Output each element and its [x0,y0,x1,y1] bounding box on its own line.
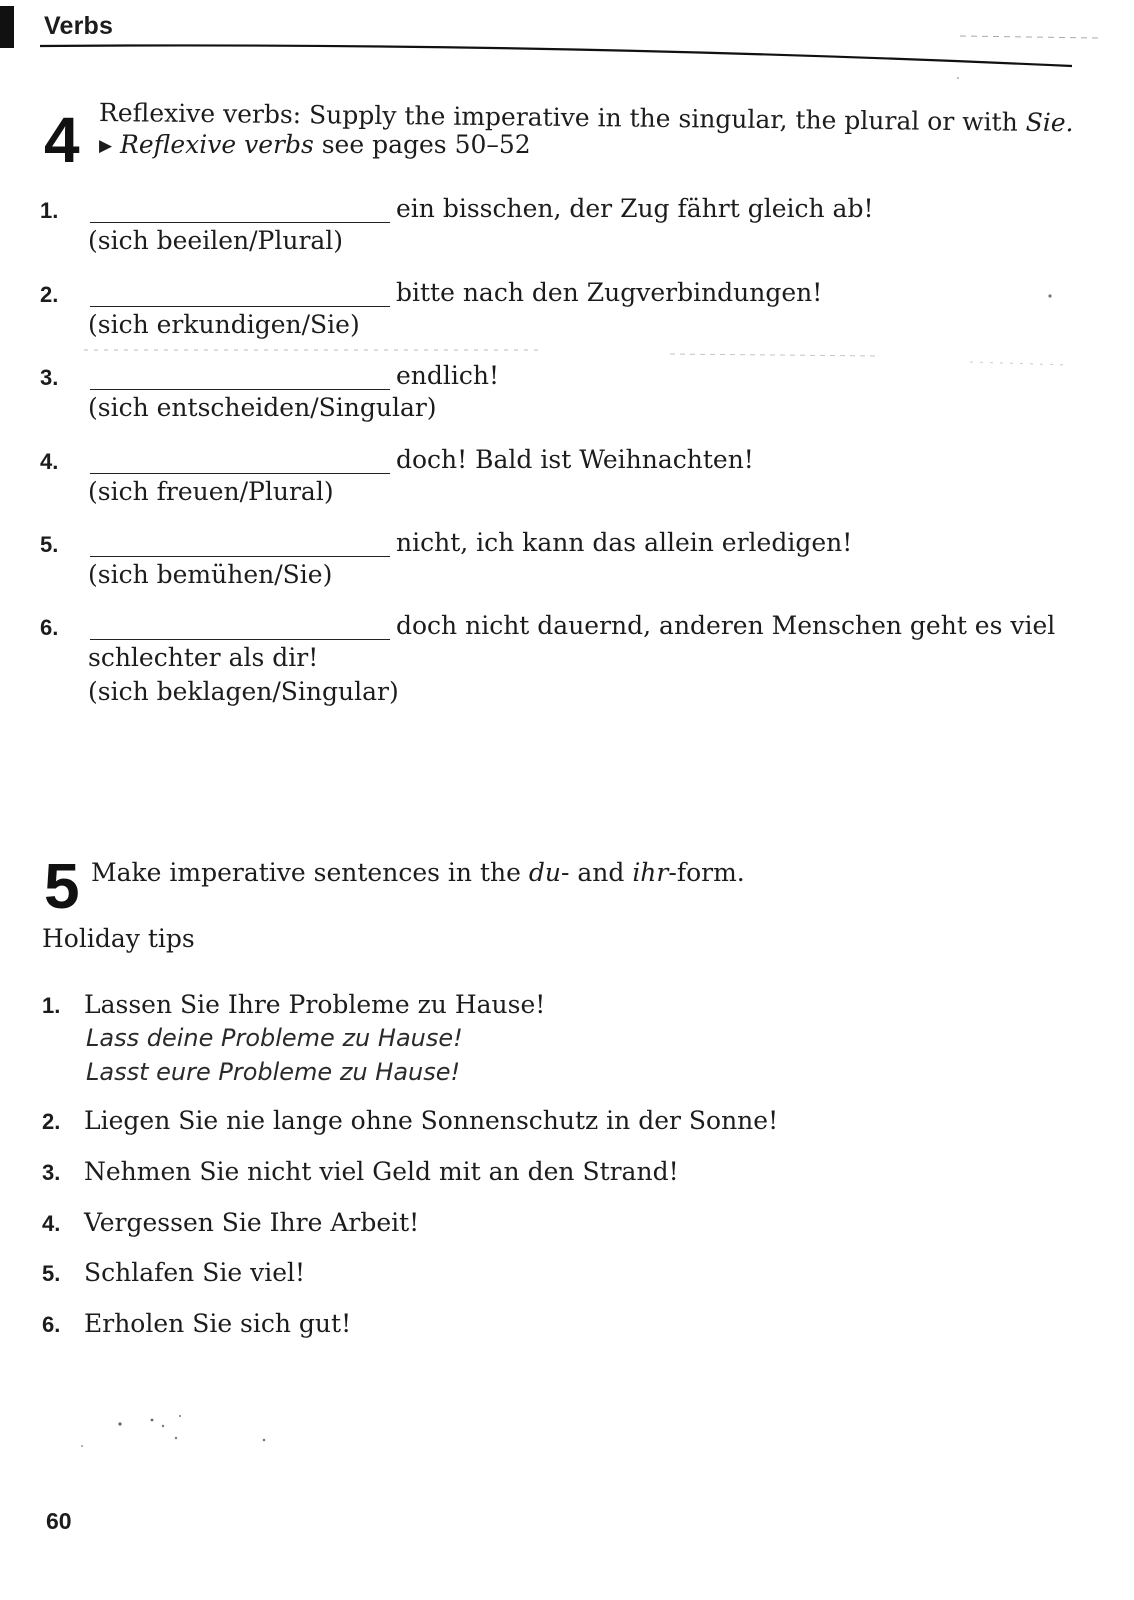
exercise-4-number: 4 [44,104,80,176]
answer-blank[interactable] [90,306,390,307]
exercise-4-instruction: Reflexive verbs: Supply the imperative in the singular, the plural or with Sie. [98,98,1074,138]
chapter-title: Verbs [44,12,114,40]
exercise-5-item: 3. Nehmen Sie nicht viel Geld mit an den Strand! [42,1157,679,1186]
answer-blank[interactable] [90,556,390,557]
section-subtitle: Holiday tips [42,924,195,953]
exercise-5-instruction: Make imperative sentences in the du- and ihr-form. [91,858,745,887]
answer-blank[interactable] [90,473,390,474]
header-rule [40,44,1100,74]
page-number: 60 [46,1508,72,1534]
exercise-4-reference: ▶ Reflexive verbs see pages 50–52 [99,130,531,159]
exercise-5-item: 6. Erholen Sie sich gut! [42,1309,352,1338]
exercise-5-item: 1. Lassen Sie Ihre Probleme zu Hause! [42,990,546,1019]
arrow-right-icon: ▶ [99,136,113,156]
exercise-5-number: 5 [44,850,80,922]
handwritten-answer-du: Lass deine Probleme zu Hause! [86,1024,463,1052]
handwritten-answer-ihr: Lasst eure Probleme zu Hause! [86,1058,461,1086]
chapter-marker [0,6,14,48]
exercise-5-item: 4. Vergessen Sie Ihre Arbeit! [42,1208,420,1237]
answer-blank[interactable] [90,389,390,390]
exercise-5-item: 5. Schlafen Sie viel! [42,1258,306,1287]
answer-blank[interactable] [90,639,390,640]
answer-blank[interactable] [90,222,390,223]
exercise-5-item: 2. Liegen Sie nie lange ohne Sonnenschutz in der Sonne! [42,1106,779,1135]
